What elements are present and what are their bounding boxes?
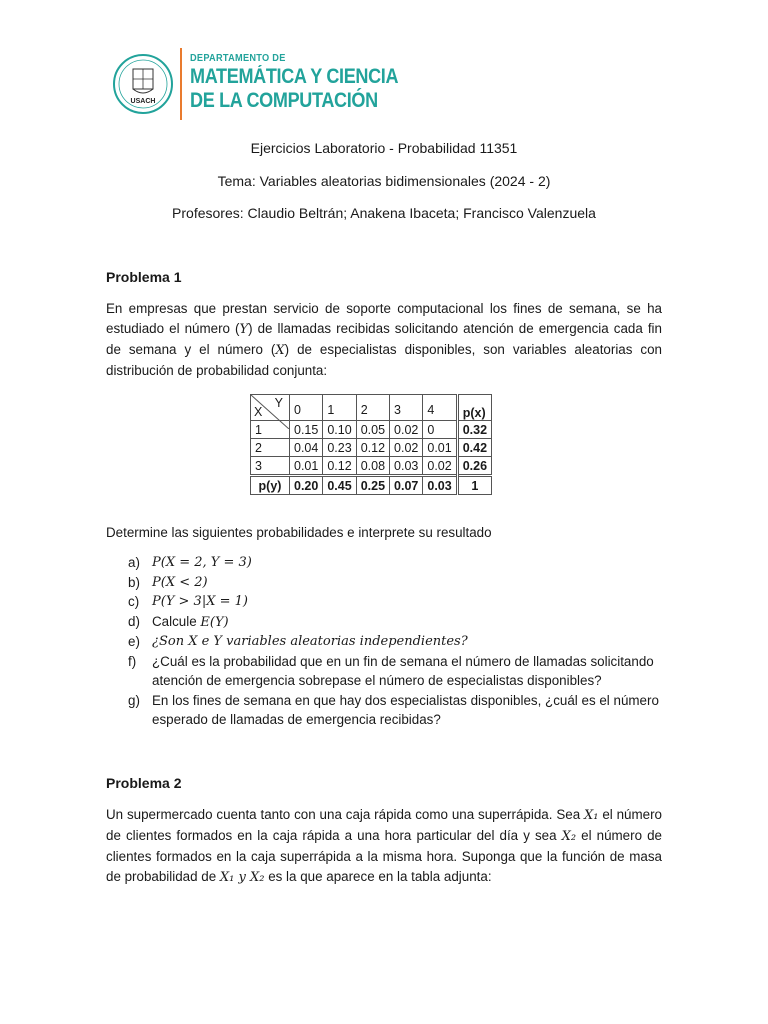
table-cell: 0.08 — [356, 457, 389, 476]
table-cell: 0.05 — [356, 421, 389, 439]
table-cell: 0.15 — [290, 421, 323, 439]
px-cell: 0.42 — [457, 439, 491, 457]
table-corner-cell: Y X — [251, 395, 290, 421]
logo-text — [190, 53, 432, 113]
py-cell: 0.45 — [323, 476, 356, 495]
question-c: c) P(Y > 3|X = 1) — [128, 594, 248, 609]
table-cell: 0.01 — [423, 439, 457, 457]
col-header: 0 — [290, 395, 323, 421]
table-cell: 0.02 — [423, 457, 457, 476]
question-e: e) ¿Son X e Y variables aleatorias independientes? — [128, 634, 468, 649]
col-header: 2 — [356, 395, 389, 421]
document-professors: Profesores: Claudio Beltrán; Anakena Ibaceta; Francisco Valenzuela — [172, 205, 596, 221]
problem1-prompt: Determine las siguientes probabilidades e interprete su resultado — [106, 525, 492, 540]
question-b: b) P(X < 2) — [128, 574, 208, 590]
px-cell: 0.26 — [457, 457, 491, 476]
problem2-title: Problema 2 — [106, 775, 182, 791]
col-header: 3 — [390, 395, 423, 421]
table-cell: 0.01 — [290, 457, 323, 476]
py-cell: 0.25 — [356, 476, 389, 495]
question-g: g) En los fines de semana en que hay dos especialistas disponibles, ¿cuál es el número esperado de llamadas de emergencia recibidas? — [128, 692, 659, 727]
document-title: Ejercicios Laboratorio - Probabilidad 11351 — [250, 140, 518, 156]
logo-line1: DEPARTAMENTO DE — [190, 53, 286, 64]
problem1-title: Problema 1 — [106, 269, 182, 285]
question-a: a) P(X = 2, Y = 3) — [128, 555, 252, 570]
total-cell: 1 — [457, 476, 491, 495]
py-cell: 0.20 — [290, 476, 323, 495]
table-cell: 0 — [423, 421, 457, 439]
document-topic: Tema: Variables aleatorias bidimensionales (2024 - 2) — [217, 173, 551, 189]
question-f: f) ¿Cuál es la probabilidad que en un fin de semana el número de llamadas solicitando atención de emergencia sobrepase el número de especialistas disponibles? — [128, 653, 654, 688]
svg-text:USACH: USACH — [130, 98, 156, 105]
table-cell: 0.02 — [390, 421, 423, 439]
row-label: 3 — [251, 457, 290, 476]
py-row — [251, 476, 492, 495]
table-cell: 0.12 — [323, 457, 356, 476]
logo-line3: DE LA COMPUTACIÓN — [190, 89, 378, 112]
problem1-questions — [128, 553, 662, 730]
row-label: 1 — [251, 421, 290, 439]
table-row — [251, 439, 492, 457]
problem2-intro: Un supermercado cuenta tanto con una caja rápida como una superrápida. Sea X₁ el número de clientes formados en la caja rápida a una hora particular del día y sea X₂ el número de clientes formados en la caja superrápida a la misma hora. Suponga que la función de masa de probabilidad de X₁ y X₂ es la que aparece en la tabla adjunta: — [106, 807, 662, 885]
table-cell: 0.12 — [356, 439, 389, 457]
col-header: 1 — [323, 395, 356, 421]
problem1-intro: En empresas que prestan servicio de soporte computacional los fines de semana, se ha estudiado el número (Y) de llamadas recibidas solicitando atención de emergencia cada fin de semana y el número (X) de especialistas disponibles, son variables aleatorias con distribución de probabilidad conjunta: — [106, 301, 662, 378]
table-cell: 0.04 — [290, 439, 323, 457]
logo-divider — [180, 48, 182, 120]
col-header: 4 — [423, 395, 457, 421]
table-cell: 0.02 — [390, 439, 423, 457]
table-cell: 0.03 — [390, 457, 423, 476]
table-cell: 0.23 — [323, 439, 356, 457]
logo-line2: MATEMÁTICA Y CIENCIA — [190, 65, 399, 88]
joint-probability-table — [250, 394, 492, 495]
department-logo — [112, 48, 412, 120]
px-cell: 0.32 — [457, 421, 491, 439]
university-seal-icon — [112, 53, 174, 115]
py-cell: 0.03 — [423, 476, 457, 495]
row-label: 2 — [251, 439, 290, 457]
table-header-row — [251, 395, 492, 421]
py-label: p(y) — [251, 476, 290, 495]
px-header: p(x) — [457, 395, 491, 421]
py-cell: 0.07 — [390, 476, 423, 495]
table-row — [251, 457, 492, 476]
table-cell: 0.10 — [323, 421, 356, 439]
question-d: d) Calcule E(Y) — [128, 613, 229, 630]
